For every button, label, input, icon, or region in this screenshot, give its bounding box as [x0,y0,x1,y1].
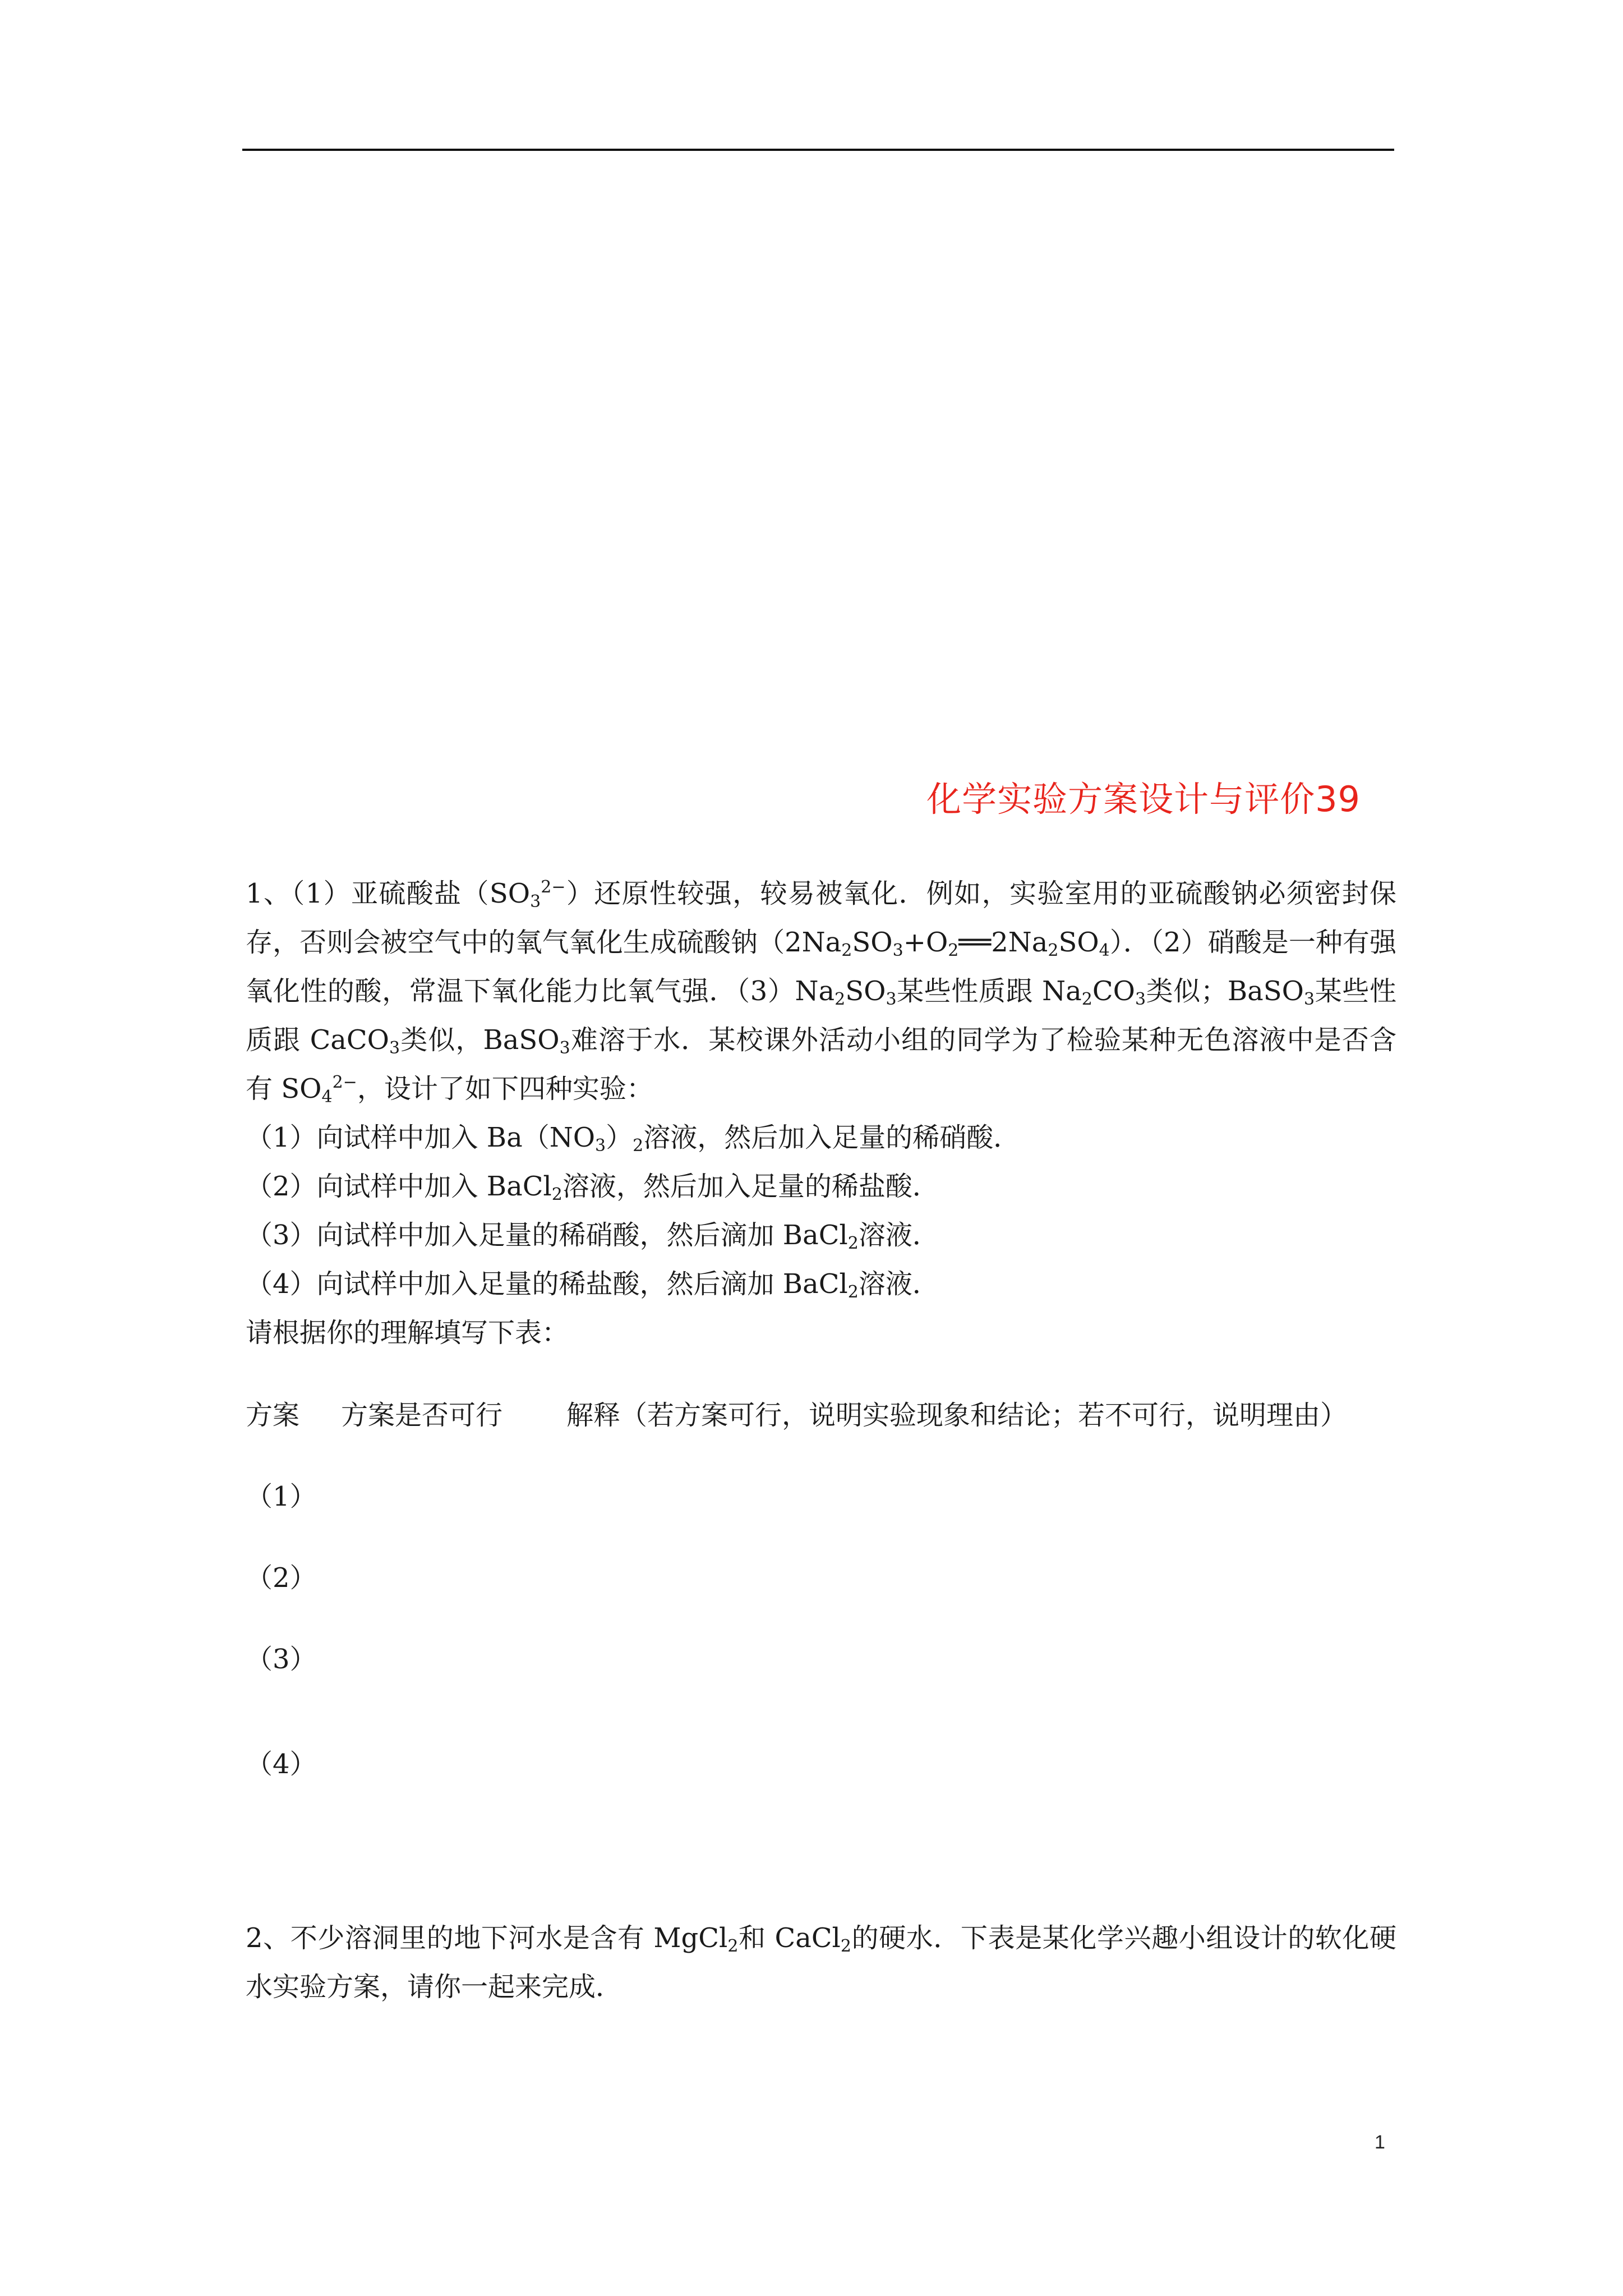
header-plan: 方案 [246,1400,300,1431]
experiment-1: （1）向试样中加入 $Ba(NO_3)_2$溶液，然后加入足量的稀硝酸． [246,1122,1021,1156]
question-2: 2、不少溶洞里的地下河水是含有 MgCl$_2$和 CaCl$_2$的硬水．下表是某化学兴趣小组设计的软化硬水实验方案，请你一起来完成． [246,1922,1396,2003]
header-feasible: 方案是否可行 [341,1400,503,1431]
page-number: 1 [1375,2132,1385,2153]
table-row-3: （3） [246,1644,317,1675]
table-row-1: （1） [246,1481,317,1512]
table-row-2: （2） [246,1562,317,1594]
question-1-intro: 1、（1）亚硫酸盐$(SO_3^{2-})$还原性较强，较易被氧化．例如，实验室用的亚硫酸钠必须密封保存，否则会被空气中的氧气氧化生成硫酸钠$(2Na_2SO_3+O_2══2Na_2SO_4)$．（2）硝酸是一种有强氧化性的酸，常温下氧化能力比氧气强．$(3)Na_2SO_3$某些性质跟 $Na_2CO_3$类似；BaSO$_3$某些性质跟 CaCO$_3$类似，BaSO$_3$难溶于水．某校课外活动小组的同学为了检验某种无色溶液中是否含有 $SO_4^{2-}$，设计了如下四种实验： [246,877,1396,1107]
experiment-4: （4）向试样中加入足量的稀盐酸，然后滴加 BaCl$_2$溶液． [246,1268,939,1302]
table-row-4: （4） [246,1749,317,1780]
header-explain: 解释（若方案可行，说明实验现象和结论；若不可行，说明理由） [566,1400,1348,1431]
answer-table-header [246,1391,1396,1440]
header-rule [242,149,1394,151]
experiment-2: （2）向试样中加入 BaCl$_2$溶液，然后加入足量的稀盐酸． [246,1171,939,1204]
question-1 [246,869,1396,1789]
table-prompt: 请根据你的理解填写下表： [246,1317,569,1349]
experiment-3: （3）向试样中加入足量的稀硝酸，然后滴加 BaCl$_2$溶液． [246,1220,939,1253]
document-title: 化学实验方案设计与评价39 [926,779,1361,820]
